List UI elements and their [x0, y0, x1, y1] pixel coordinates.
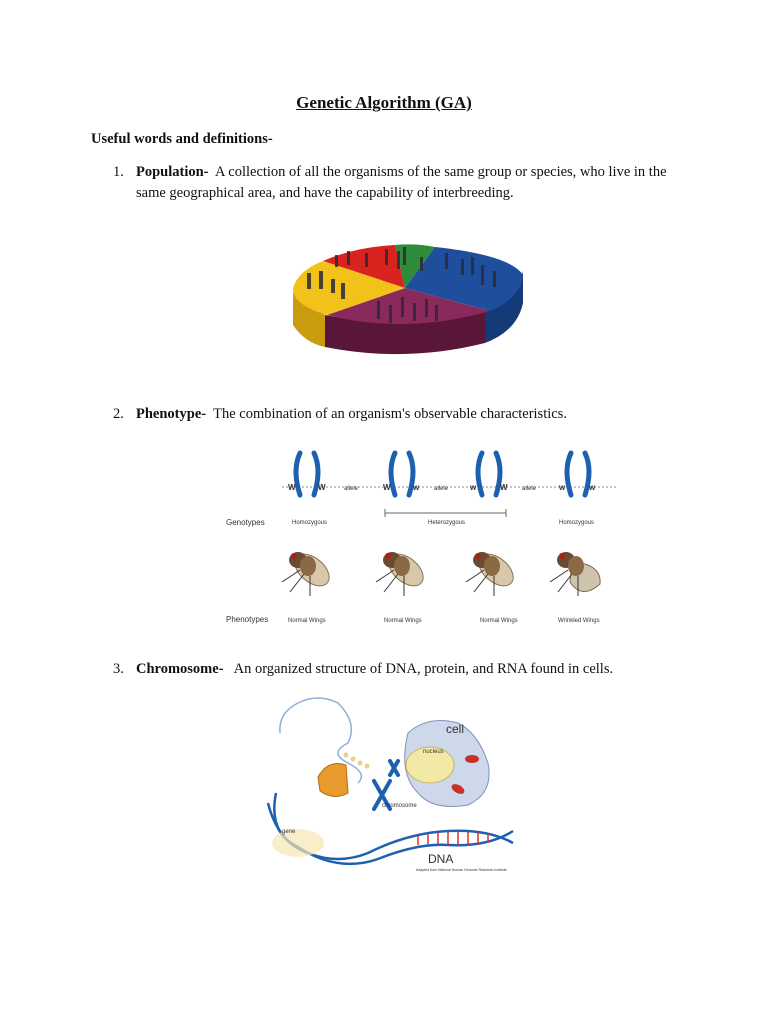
allele-label-4a: w: [559, 483, 566, 492]
phenotype-label-1: Normal Wings: [288, 618, 326, 624]
allele-word-2: allele: [434, 486, 449, 492]
fruit-fly-icon: [282, 548, 600, 596]
section-subheading: Useful words and definitions-: [91, 131, 273, 147]
chromosome-dna-figure: [258, 693, 520, 875]
phenotype-label-3: Normal Wings: [480, 618, 518, 624]
definition-item-population: [113, 162, 683, 204]
allele-label-3b: W: [500, 483, 508, 492]
allele-label-2b: w: [413, 483, 420, 492]
item-number: 1.: [113, 164, 124, 180]
phenotype-label-4: Wrinkled Wings: [558, 618, 600, 624]
phenotype-label-2: Normal Wings: [384, 618, 422, 624]
genotype-label-3: Homozygous: [559, 520, 595, 526]
allele-label-1a: W: [288, 483, 296, 492]
term-phenotype: Phenotype-: [136, 406, 207, 422]
allele-word-3: allele: [522, 486, 537, 492]
allele-label-4b: w: [589, 483, 596, 492]
cell-label: cell: [446, 722, 465, 736]
nucleus-label: nucleus: [423, 749, 444, 755]
chromosome-label: chromosome: [382, 803, 417, 809]
genotype-label-2: Heterozygous: [428, 520, 466, 526]
item-number: 3.: [113, 661, 124, 677]
allele-label-2a: W: [383, 483, 391, 492]
genotype-label-1: Homozygous: [292, 520, 328, 526]
dna-label: DNA: [428, 852, 454, 866]
term-chromosome: Chromosome-: [136, 661, 224, 677]
definition-item-chromosome: [113, 659, 683, 680]
allele-label-1b: W: [318, 483, 326, 492]
allele-label-3a: w: [470, 483, 477, 492]
row-label-phenotypes: Phenotypes: [226, 615, 269, 624]
definition-chromosome: An organized structure of DNA, protein, and RNA found in cells.: [233, 661, 614, 677]
phenotype-genotype-figure: [222, 445, 622, 630]
gene-label: gene: [282, 829, 296, 835]
definition-population: A collection of all the organisms of the same group or species, who live in the same geographical area, and have the capability of interbreeding.: [136, 164, 667, 201]
document-title: Genetic Algorithm (GA): [296, 93, 472, 112]
definition-phenotype: The combination of an organism's observable characteristics.: [213, 406, 567, 422]
item-number: 2.: [113, 406, 124, 422]
figure-credit: Adapted from National Human Genome Research Institute: [416, 868, 507, 872]
term-population: Population-: [136, 164, 209, 180]
chromosome-icon: [374, 761, 398, 809]
allele-word-1: allele: [344, 486, 359, 492]
row-label-genotypes: Genotypes: [226, 518, 265, 527]
population-pie-image: [285, 243, 525, 358]
definition-item-phenotype: [113, 404, 683, 425]
